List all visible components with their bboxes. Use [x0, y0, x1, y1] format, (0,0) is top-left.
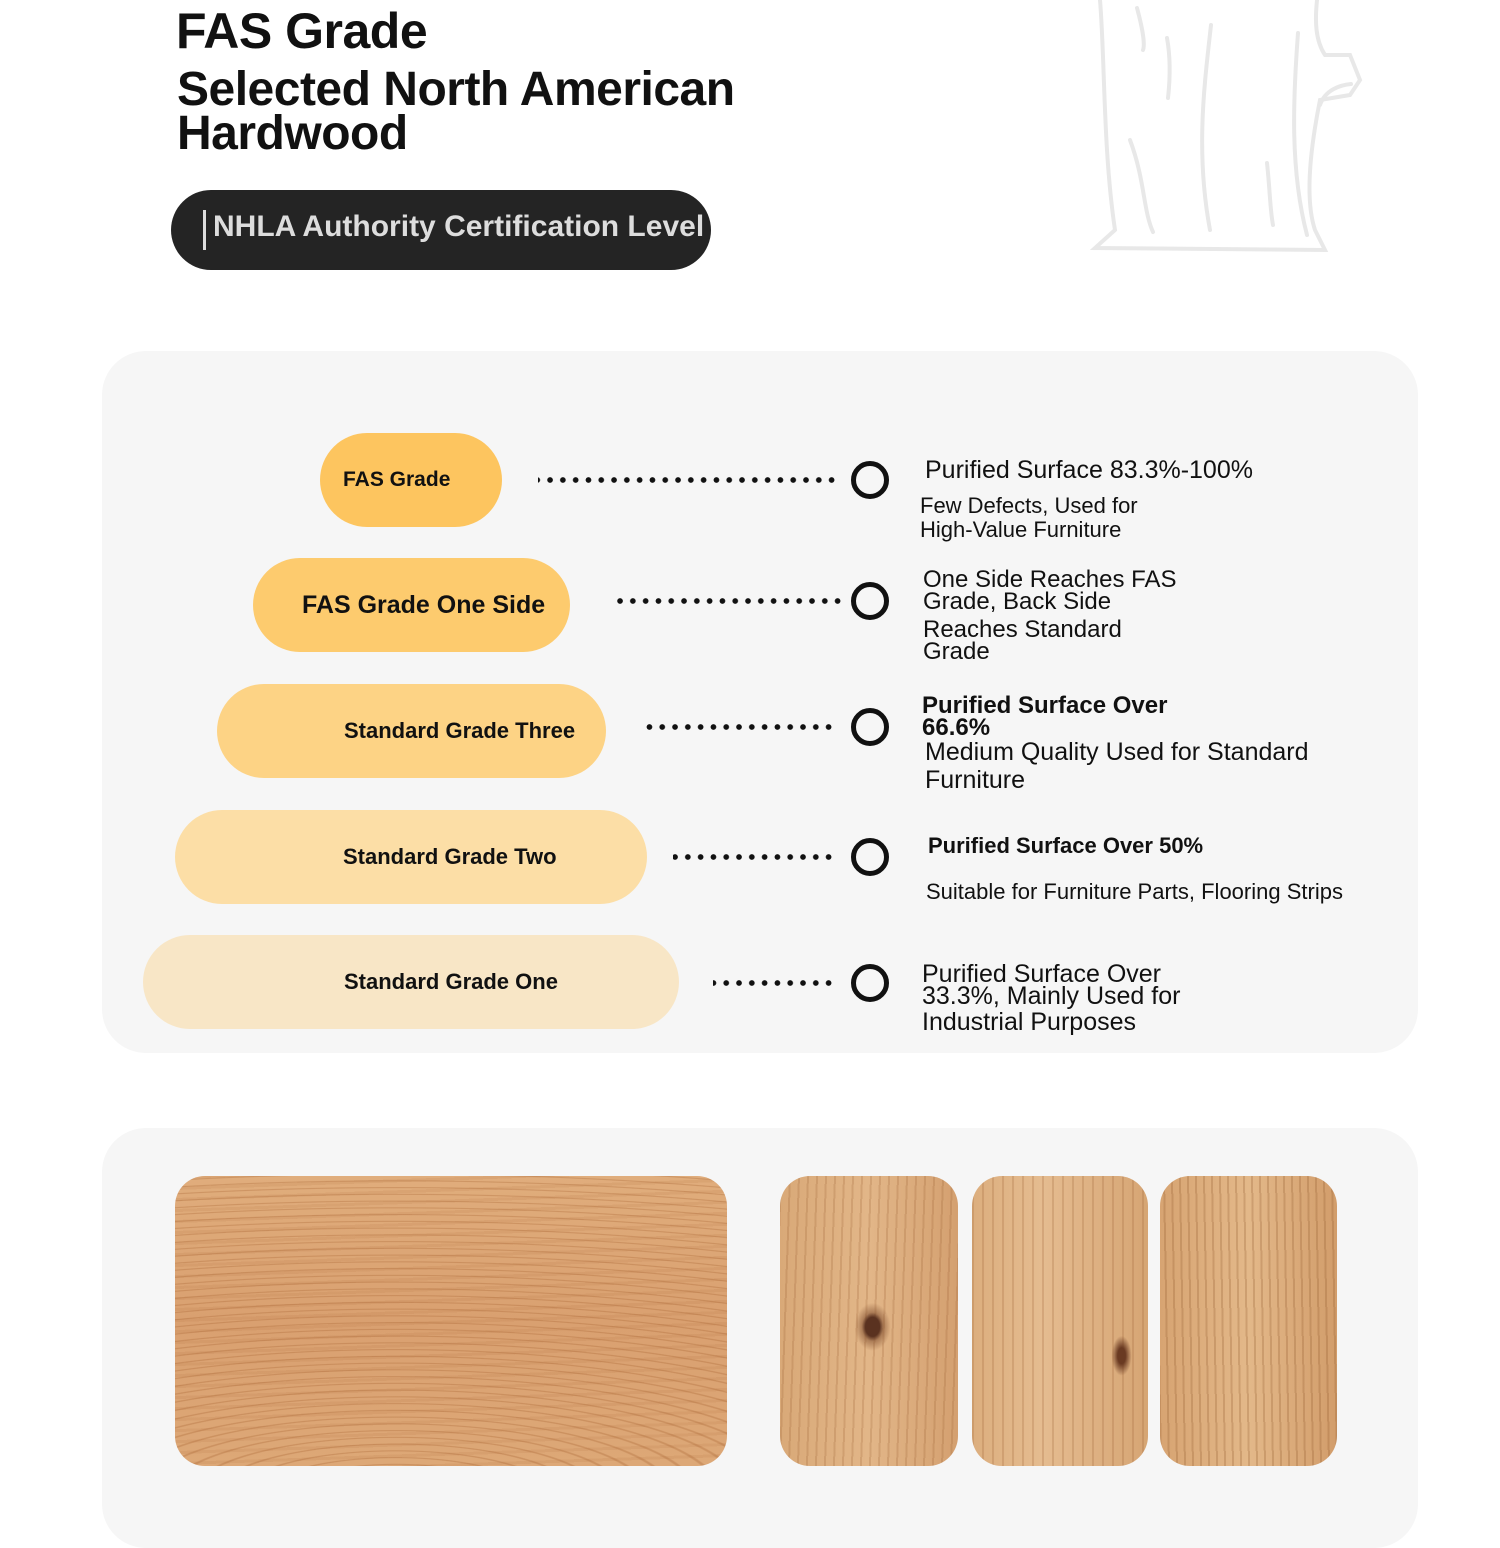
page-subtitle: Selected North American Hardwood [177, 63, 735, 160]
dotted-connector [538, 477, 838, 483]
dotted-connector [614, 598, 844, 604]
grade-label: FAS Grade One Side [302, 590, 546, 619]
circle-marker-icon [851, 964, 889, 1002]
grade-label: Standard Grade Three [344, 718, 576, 743]
circle-marker-icon [851, 582, 889, 620]
grade-pill-fas [320, 433, 502, 527]
grade-label: FAS Grade [343, 468, 451, 491]
badge-label: NHLA Authority Certification Level [213, 210, 705, 243]
fas-wood-sample-image [175, 1176, 727, 1466]
grade-description-standard-one: Purified Surface Over 33.3%, Mainly Used for Industrial Purposes [922, 960, 1181, 1036]
grade-description-standard-three: Purified Surface Over 66.6% Medium Quality Used for Standard Furniture [922, 692, 1309, 794]
grade-label: Standard Grade One [344, 969, 558, 994]
grade-pill-standard-one [143, 935, 679, 1029]
circle-marker-icon [851, 708, 889, 746]
dotted-connector [673, 854, 835, 860]
grade-description-fas-one-side: One Side Reaches FAS Grade, Back Side Reaches Standard Grade [923, 566, 1177, 665]
circle-marker-icon [851, 838, 889, 876]
grade-description-fas: Purified Surface 83.3%-100% Few Defects, Used for High-Value Furniture [920, 456, 1253, 542]
dotted-connector [713, 980, 835, 986]
knotty-wood-sample-2-image [972, 1176, 1148, 1466]
dotted-connector [645, 724, 835, 730]
knotty-wood-sample-3-image [1160, 1176, 1337, 1466]
knotty-wood-sample-1-image [780, 1176, 958, 1466]
grade-description-standard-two: Purified Surface Over 50% Suitable for Furniture Parts, Flooring Strips [926, 833, 1343, 904]
circle-marker-icon [851, 461, 889, 499]
grade-pill-standard-two [175, 810, 647, 904]
grade-label: Standard Grade Two [343, 844, 557, 869]
grade-pill-fas-one-side [253, 558, 570, 652]
grade-pill-standard-three [217, 684, 606, 778]
page-title: FAS Grade [176, 3, 428, 59]
